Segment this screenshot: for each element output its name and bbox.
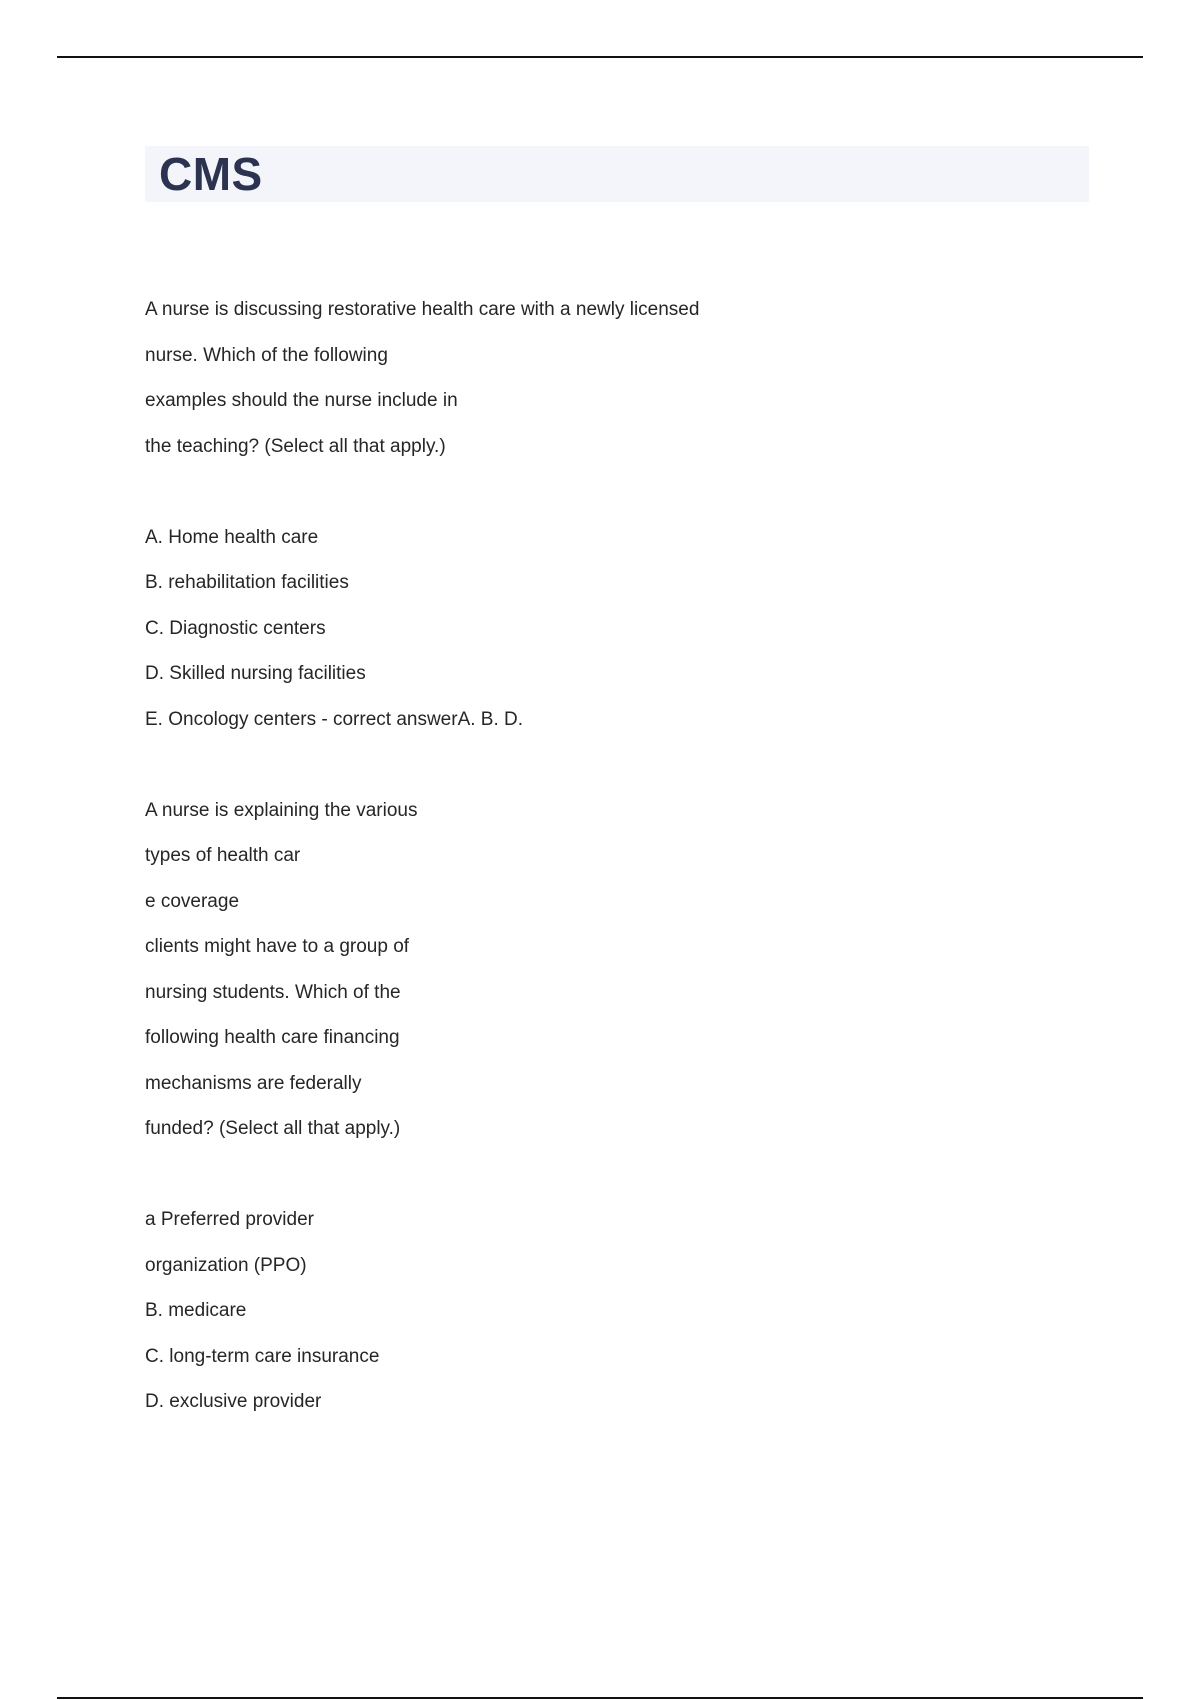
title-banner bbox=[145, 146, 1089, 202]
answer-option: C. Diagnostic centers bbox=[145, 617, 326, 639]
question-line: mechanisms are federally bbox=[145, 1072, 362, 1094]
answer-option: B. medicare bbox=[145, 1300, 247, 1321]
spacer bbox=[145, 469, 1045, 515]
question-line: e coverage bbox=[145, 890, 240, 912]
spacer bbox=[145, 1152, 1045, 1198]
document-body bbox=[145, 287, 1045, 1425]
question-2-stem bbox=[145, 788, 1045, 1152]
spacer bbox=[145, 742, 1045, 788]
page-title: CMS bbox=[159, 148, 263, 200]
question-1-options bbox=[145, 515, 1045, 743]
question-line: following health care financing bbox=[145, 1027, 400, 1048]
question-line: clients might have to a group of bbox=[145, 936, 410, 957]
answer-option: D. Skilled nursing facilities bbox=[145, 663, 366, 684]
answer-option: a Preferred provider bbox=[145, 1209, 314, 1230]
question-line: nursing students. Which of the bbox=[145, 981, 401, 1003]
answer-option: C. long-term care insurance bbox=[145, 1345, 380, 1367]
question-line: nurse. Which of the following bbox=[145, 344, 388, 366]
answer-option: E. Oncology centers - correct answerA. B. D. bbox=[145, 708, 524, 730]
question-2 bbox=[145, 788, 1045, 1425]
answer-option: D. exclusive provider bbox=[145, 1391, 322, 1412]
question-1-stem bbox=[145, 287, 1045, 469]
question-line: examples should the nurse include in bbox=[145, 390, 458, 411]
bottom-rule bbox=[57, 1697, 1143, 1699]
answer-option: organization (PPO) bbox=[145, 1254, 307, 1276]
question-line: A nurse is explaining the various bbox=[145, 799, 418, 821]
question-line: funded? (Select all that apply.) bbox=[145, 1118, 401, 1139]
top-rule bbox=[57, 56, 1143, 58]
question-2-options bbox=[145, 1197, 1045, 1425]
answer-option: B. rehabilitation facilities bbox=[145, 572, 349, 593]
question-line: A nurse is discussing restorative health care with a newly licensed bbox=[145, 299, 700, 320]
question-line: types of health car bbox=[145, 845, 301, 866]
answer-option: A. Home health care bbox=[145, 526, 319, 548]
question-1 bbox=[145, 287, 1045, 742]
question-line: the teaching? (Select all that apply.) bbox=[145, 435, 446, 457]
